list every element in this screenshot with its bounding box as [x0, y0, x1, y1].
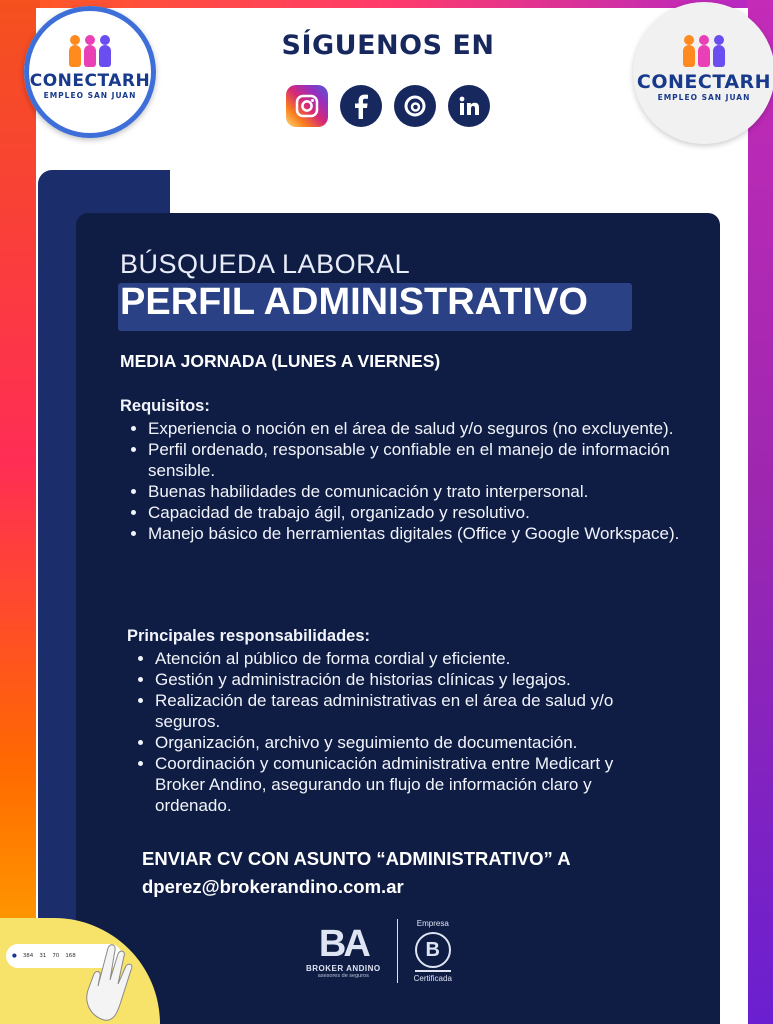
requirements-title: Requisitos:: [120, 397, 210, 415]
conectarh-logo-left[interactable]: [24, 6, 156, 138]
shares-count: 70: [52, 953, 60, 959]
list-item: • Perfil ordenado, responsable y confiable en el manejo de información sensible.: [148, 439, 680, 481]
job-schedule: MEDIA JORNADA (LUNES A VIERNES): [120, 351, 441, 371]
list-item: • Coordinación y comunicación administrativa entre Medicart y Broker Andino, asegurando un flujo de información claro y ordenado.: [155, 753, 657, 816]
list-item: • Experiencia o noción en el área de salud y/o seguros (no excluyente).: [148, 418, 680, 439]
list-item: • Realización de tareas administrativas en el área de salud y/o seguros.: [155, 690, 657, 732]
people-icon: [683, 45, 725, 67]
job-title: PERFIL ADMINISTRATIVO: [120, 281, 588, 323]
instagram-icon[interactable]: [286, 85, 328, 127]
logo-divider: [397, 919, 398, 983]
gradient-frame-left: [0, 0, 40, 1024]
list-item: • Atención al público de forma cordial y eficiente.: [155, 648, 657, 669]
list-item: • Buenas habilidades de comunicación y trato interpersonal.: [148, 481, 680, 502]
bcorp-bottom-label: Certificada: [413, 974, 452, 983]
gradient-frame-right: [747, 0, 773, 1024]
ba-tagline: asesores de seguros: [317, 972, 369, 979]
threads-icon[interactable]: [394, 85, 436, 127]
follow-title: SÍGUENOS EN: [281, 30, 495, 61]
cta-text: ENVIAR CV CON ASUNTO “ADMINISTRATIVO” A: [142, 848, 571, 869]
conectarh-logo-right[interactable]: [633, 2, 773, 144]
bcorp-line: [415, 970, 451, 972]
call-to-action: [142, 845, 571, 901]
footer-logos: [306, 919, 452, 983]
social-icons: [278, 85, 498, 127]
cta-email-link[interactable]: dperez@brokerandino.com.ar: [142, 876, 404, 897]
list-item: • Capacidad de trabajo ágil, organizado y resolutivo.: [148, 502, 680, 523]
responsibilities-list: [127, 648, 657, 816]
list-item: • Gestión y administración de historias clínicas y legajos.: [155, 669, 657, 690]
responsibilities-section: [127, 627, 657, 816]
follow-us-section: [278, 30, 498, 127]
brand-name: CONECTARH: [29, 70, 151, 91]
mini-logo-icon: ●: [12, 953, 17, 959]
responsibilities-title: Principales responsabilidades:: [127, 627, 371, 645]
saves-count: 168: [65, 953, 76, 959]
list-item: • Manejo básico de herramientas digitales (Office y Google Workspace).: [148, 523, 680, 544]
facebook-icon[interactable]: [340, 85, 382, 127]
bcorp-top-label: Empresa: [416, 919, 449, 928]
ba-name: BROKER ANDINO: [306, 963, 381, 973]
linkedin-icon[interactable]: [448, 85, 490, 127]
requirements-list: [120, 418, 680, 544]
job-post-card: [76, 213, 720, 1024]
broker-andino-logo: [306, 924, 381, 979]
bcorp-letter: B: [415, 932, 451, 968]
hand-icon: [74, 940, 136, 1022]
brand-subtitle: EMPLEO SAN JUAN: [657, 92, 751, 102]
b-corp-logo: [414, 919, 452, 983]
requirements-section: [120, 397, 680, 544]
likes-count: 384: [22, 953, 34, 959]
brand-subtitle: EMPLEO SAN JUAN: [43, 90, 137, 100]
people-icon: [69, 45, 111, 67]
job-overline: BÚSQUEDA LABORAL: [120, 249, 411, 279]
brand-name: CONECTARH: [636, 70, 772, 93]
comments-count: 31: [39, 953, 47, 959]
list-item: • Organización, archivo y seguimiento de documentación.: [155, 732, 657, 753]
ba-mark: BA: [318, 922, 368, 965]
